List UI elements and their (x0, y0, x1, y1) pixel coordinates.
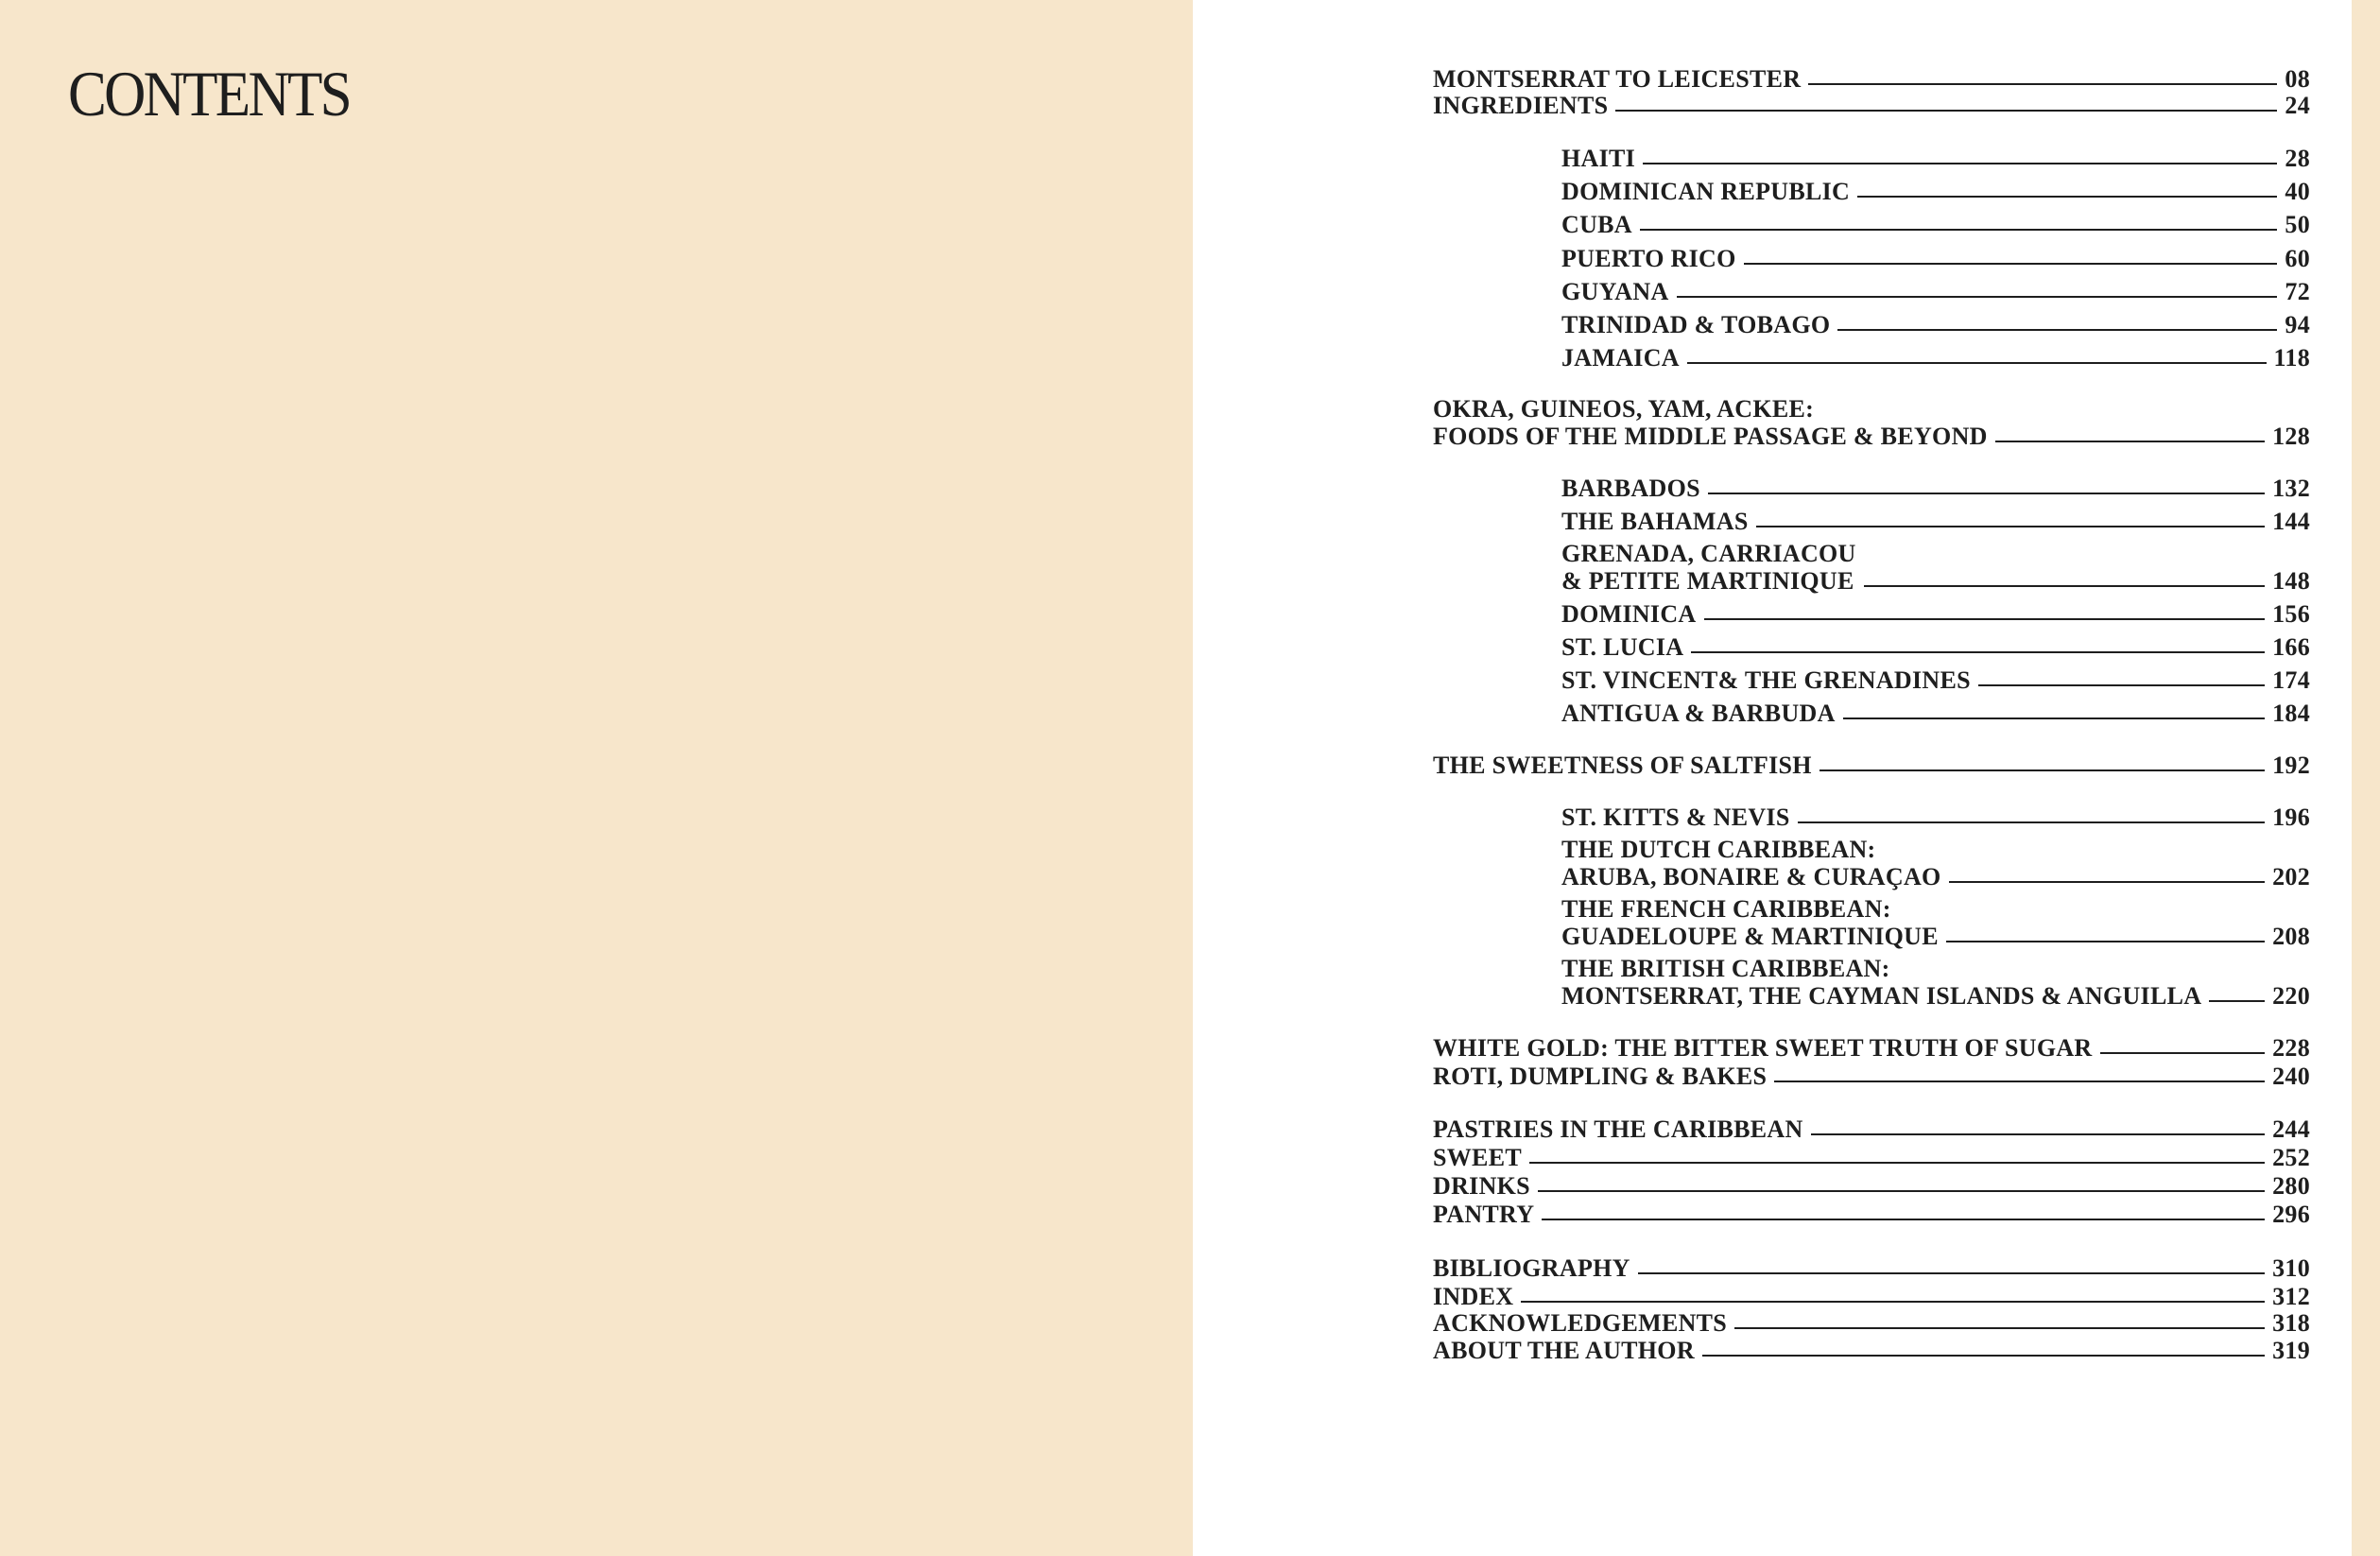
dotted-leader-line (1708, 493, 2265, 494)
toc-entry-page-number: 208 (2272, 923, 2310, 950)
toc-entry-title-line1: THE FRENCH CARIBBEAN: (1561, 895, 1891, 923)
toc-entry-page-number: 166 (2272, 633, 2310, 661)
toc-entry-title-text: MONTSERRAT, THE CAYMAN ISLANDS & ANGUILLA (1561, 982, 2202, 1010)
toc-entry (1561, 700, 2310, 727)
toc-entry-page-number: 296 (2272, 1201, 2310, 1228)
toc-entry-page-number: 144 (2272, 508, 2310, 535)
toc-entry-title (1561, 955, 2201, 1010)
toc-entry-title-text: INGREDIENTS (1433, 92, 1609, 119)
toc-entry-title-line1: OKRA, GUINEOS, YAM, ACKEE: (1433, 395, 1815, 423)
toc-entry-page-number: 94 (2285, 311, 2310, 338)
toc-entry-title (1433, 752, 1812, 779)
toc-entry-title (1433, 1337, 1695, 1364)
dotted-leader-line (1995, 441, 2265, 442)
toc-entry-title (1561, 633, 1683, 661)
toc-entry-title-text: MONTSERRAT TO LEICESTER (1433, 65, 1802, 93)
toc-entry-page-number: 50 (2285, 211, 2310, 238)
toc-entry (1433, 92, 2310, 119)
toc-entry-title-text: ST. VINCENT& THE GRENADINES (1561, 666, 1971, 694)
toc-entry-title-text: BIBLIOGRAPHY (1433, 1254, 1630, 1282)
toc-entry (1561, 245, 2310, 272)
toc-entry-page-number: 118 (2273, 344, 2310, 372)
toc-entry-page-number: 228 (2272, 1034, 2310, 1062)
toc-entry-title (1561, 245, 1736, 272)
toc-entry-title-text: PASTRIES IN THE CARIBBEAN (1433, 1115, 1803, 1143)
toc-entry-page-number: 310 (2272, 1254, 2310, 1282)
toc-entry-page-number: 202 (2272, 863, 2310, 890)
dotted-leader-line (1864, 585, 2265, 587)
dotted-leader-line (1704, 618, 2266, 620)
toc-entry-title (1561, 836, 1941, 890)
toc-entry-title-text: & PETITE MARTINIQUE (1561, 567, 1854, 595)
dotted-leader-line (1949, 881, 2266, 883)
toc-entry-title-text: ABOUT THE AUTHOR (1433, 1337, 1695, 1364)
toc-entry-title-text: JAMAICA (1561, 344, 1680, 372)
toc-entry-page-number: 318 (2272, 1309, 2310, 1337)
toc-entry-page-number: 128 (2272, 423, 2310, 450)
toc-entry (1561, 804, 2310, 831)
dotted-leader-line (1615, 110, 2277, 112)
toc-entry-title (1561, 278, 1669, 305)
toc-entry-page-number: 174 (2272, 666, 2310, 694)
toc-entry-title (1561, 178, 1850, 205)
toc-entry-title (1433, 1115, 1803, 1143)
toc-entry-page-number: 60 (2285, 245, 2310, 272)
dotted-leader-line (2209, 1000, 2265, 1002)
dotted-leader-line (1734, 1327, 2265, 1329)
toc-entry-page-number: 148 (2272, 567, 2310, 595)
toc-entry-title-text: ROTI, DUMPLING & BAKES (1433, 1063, 1768, 1090)
toc-entry (1433, 1034, 2310, 1062)
toc-entry-title-text: THE BAHAMAS (1561, 508, 1749, 535)
toc-entry (1561, 540, 2310, 595)
toc-entry-title-text: CUBA (1561, 211, 1632, 238)
dotted-leader-line (1843, 717, 2265, 719)
toc-entry-title-text: GUYANA (1561, 278, 1669, 305)
toc-entry-page-number: 156 (2272, 600, 2310, 628)
toc-entry (1433, 395, 2310, 450)
toc-entry (1433, 1201, 2310, 1228)
toc-entry-title-text: GUADELOUPE & MARTINIQUE (1561, 923, 1939, 950)
toc-entry-page-number: 28 (2285, 145, 2310, 172)
toc-entry (1433, 65, 2310, 93)
dotted-leader-line (1819, 769, 2265, 771)
dotted-leader-line (1542, 1219, 2265, 1220)
toc-entry-page-number: 40 (2285, 178, 2310, 205)
dotted-leader-line (1857, 196, 2277, 198)
toc-entry-title-text: DOMINICA (1561, 600, 1697, 628)
toc-entry-title-text: INDEX (1433, 1283, 1514, 1310)
toc-entry-page-number: 312 (2272, 1283, 2310, 1310)
toc-entry (1561, 178, 2310, 205)
toc-entry (1561, 895, 2310, 950)
toc-entry (1433, 752, 2310, 779)
dotted-leader-line (1978, 684, 2265, 686)
toc-entry-title (1433, 1283, 1513, 1310)
dotted-leader-line (1677, 296, 2278, 298)
toc-entry-title-line1: THE BRITISH CARIBBEAN: (1561, 955, 1890, 982)
toc-entry-title (1433, 1254, 1630, 1282)
toc-entry-title (1561, 600, 1697, 628)
toc-entry-title-text: DRINKS (1433, 1172, 1530, 1200)
toc-entry (1433, 1283, 2310, 1310)
toc-entry (1561, 508, 2310, 535)
dotted-leader-line (1638, 1272, 2265, 1274)
dotted-leader-line (1808, 83, 2277, 85)
dotted-leader-line (1687, 362, 2267, 364)
toc-entry-title-text: ACKNOWLEDGEMENTS (1433, 1309, 1728, 1337)
toc-entry-page-number: 244 (2272, 1115, 2310, 1143)
dotted-leader-line (1538, 1190, 2265, 1192)
dotted-leader-line (2100, 1052, 2266, 1054)
dotted-leader-line (1798, 821, 2266, 823)
dotted-leader-line (1811, 1133, 2266, 1135)
dotted-leader-line (1946, 941, 2265, 942)
toc-entry-title-text: BARBADOS (1561, 475, 1700, 502)
toc-entry-title-line1: GRENADA, CARRIACOU (1561, 540, 1856, 567)
toc-entry-title-text: DOMINICAN REPUBLIC (1561, 178, 1851, 205)
toc-entry-title-text: TRINIDAD & TOBAGO (1561, 311, 1831, 338)
toc-entry-page-number: 08 (2285, 65, 2310, 93)
toc-entry-title-text: ST. KITTS & NEVIS (1561, 804, 1790, 831)
toc-entry-title-text: PANTRY (1433, 1201, 1535, 1228)
toc-entry-title-text: ST. LUCIA (1561, 633, 1684, 661)
toc-entry-title-text: FOODS OF THE MIDDLE PASSAGE & BEYOND (1433, 423, 1988, 450)
toc-entry-title (1561, 475, 1700, 502)
toc-entry (1561, 666, 2310, 694)
toc-entry (1561, 836, 2310, 890)
toc-entry-title (1561, 311, 1830, 338)
toc-entry-title (1433, 1172, 1530, 1200)
toc-entry (1561, 344, 2310, 372)
dotted-leader-line (1702, 1355, 2265, 1357)
toc-entry (1561, 475, 2310, 502)
toc-entry-title (1561, 211, 1632, 238)
toc-entry-page-number: 280 (2272, 1172, 2310, 1200)
toc-entry-title (1433, 65, 1801, 93)
toc-entry-title-text: THE SWEETNESS OF SALTFISH (1433, 752, 1812, 779)
toc-entry (1433, 1115, 2310, 1143)
toc-entry-title (1433, 1063, 1767, 1090)
toc-entry-title-text: ANTIGUA & BARBUDA (1561, 700, 1836, 727)
toc-entry (1433, 1172, 2310, 1200)
toc-entry-page-number: 72 (2285, 278, 2310, 305)
dotted-leader-line (1774, 1081, 2265, 1082)
dotted-leader-line (1691, 651, 2265, 653)
toc-entry-title-text: SWEET (1433, 1144, 1522, 1171)
toc-entry-page-number: 24 (2285, 92, 2310, 119)
dotted-leader-line (1744, 263, 2278, 265)
toc-entry-page-number: 132 (2272, 475, 2310, 502)
toc-entry-title (1433, 92, 1608, 119)
toc-entry (1433, 1337, 2310, 1364)
toc-entry (1433, 1254, 2310, 1282)
toc-entry (1433, 1144, 2310, 1171)
toc-entry-title (1433, 1144, 1522, 1171)
toc-entry-title (1433, 395, 1988, 450)
toc-entry (1561, 278, 2310, 305)
toc-entry (1561, 211, 2310, 238)
toc-entry-title (1561, 145, 1635, 172)
toc-entry (1561, 145, 2310, 172)
toc-entry-page-number: 319 (2272, 1337, 2310, 1364)
toc-entry (1561, 600, 2310, 628)
dotted-leader-line (1756, 526, 2265, 527)
toc-entry-title (1561, 508, 1749, 535)
toc-entry-title-text: ARUBA, BONAIRE & CURAÇAO (1561, 863, 1941, 890)
page-title: CONTENTS (68, 58, 350, 130)
dotted-leader-line (1643, 163, 2277, 164)
toc-entry-page-number: 184 (2272, 700, 2310, 727)
dotted-leader-line (1521, 1301, 2265, 1303)
dotted-leader-line (1529, 1162, 2265, 1164)
toc-entry-title (1561, 804, 1790, 831)
toc-entry-page-number: 252 (2272, 1144, 2310, 1171)
dotted-leader-line (1837, 329, 2277, 331)
toc-entry-title (1561, 895, 1939, 950)
toc-entry-title-line1: THE DUTCH CARIBBEAN: (1561, 836, 1876, 863)
toc-entry-page-number: 240 (2272, 1063, 2310, 1090)
toc-entry-page-number: 196 (2272, 804, 2310, 831)
toc-entry-page-number: 220 (2272, 982, 2310, 1010)
toc-entry-title-text: HAITI (1561, 145, 1636, 172)
toc-entry-page-number: 192 (2272, 752, 2310, 779)
toc-entry-title (1561, 344, 1680, 372)
dotted-leader-line (1640, 229, 2278, 231)
toc-entry (1561, 955, 2310, 1010)
toc-entry-title (1561, 666, 1971, 694)
toc-entry-title-text: PUERTO RICO (1561, 245, 1736, 272)
toc-entry-title (1561, 700, 1836, 727)
toc-entry (1433, 1309, 2310, 1337)
toc-entry (1433, 1063, 2310, 1090)
toc-entry (1561, 633, 2310, 661)
toc-entry-title (1433, 1309, 1727, 1337)
toc-entry-title (1433, 1201, 1534, 1228)
toc-entry-title-text: WHITE GOLD: THE BITTER SWEET TRUTH OF SUGAR (1433, 1034, 2093, 1062)
toc-entry (1561, 311, 2310, 338)
toc-entry-title (1561, 540, 1856, 595)
toc-entry-title (1433, 1034, 2093, 1062)
